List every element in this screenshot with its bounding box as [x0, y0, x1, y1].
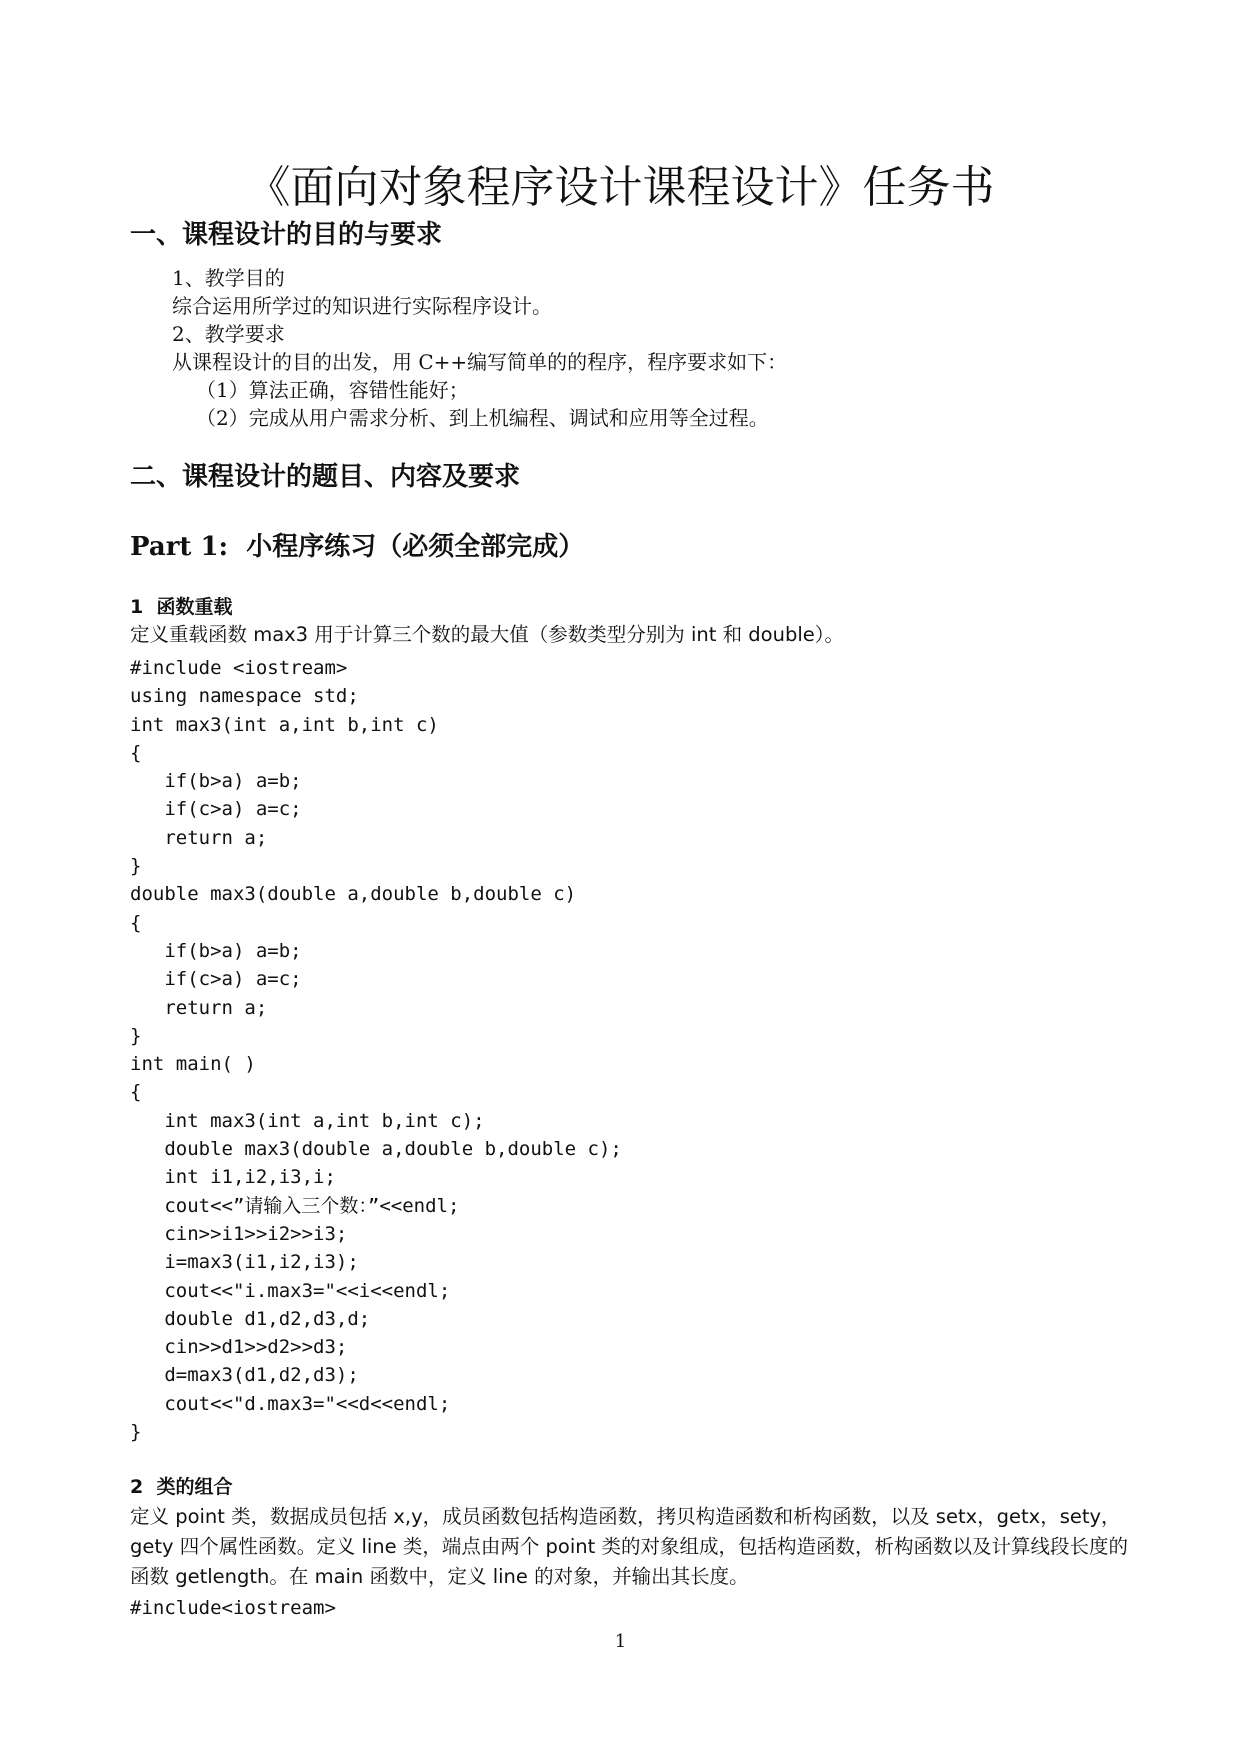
code-line: return a; — [130, 826, 268, 849]
code-line: #include<iostream> — [130, 1597, 336, 1619]
task1-heading: 1 函数重载 — [130, 596, 233, 618]
paragraph-teaching-goal: 综合运用所学过的知识进行实际程序设计。 — [172, 294, 552, 318]
code-line: cout<<”请输入三个数：”<<endl; — [130, 1194, 460, 1217]
paragraph-teaching-goal-label: 1、教学目的 — [172, 266, 285, 290]
section-heading-topics: 二、课程设计的题目、内容及要求 — [130, 462, 521, 492]
code-line: cout<<"d.max3="<<d<<endl; — [130, 1392, 451, 1415]
code-line: double d1,d2,d3,d; — [130, 1307, 371, 1330]
code-line: if(b>a) a=b; — [130, 939, 302, 962]
code-line: int max3(int a,int b,int c); — [130, 1109, 485, 1132]
code-line: if(b>a) a=b; — [130, 770, 302, 793]
code-line: cin>>d1>>d2>>d3; — [130, 1336, 348, 1359]
code-line: double max3(double a,double b,double c); — [130, 1138, 622, 1161]
section-heading-purpose: 一、课程设计的目的与要求 — [130, 220, 443, 250]
task2-heading: 2 类的组合 — [130, 1476, 233, 1498]
paragraph-teaching-req-label: 2、教学要求 — [172, 322, 285, 346]
code-line: i=max3(i1,i2,i3); — [130, 1251, 359, 1274]
page-number: 1 — [614, 1631, 627, 1652]
code-line: d=max3(d1,d2,d3); — [130, 1364, 359, 1387]
code-line: int i1,i2,i3,i; — [130, 1166, 336, 1189]
code-line: return a; — [130, 996, 268, 1019]
code-line: } — [130, 1421, 142, 1444]
code-line: double max3(double a,double b,double c) — [130, 883, 577, 906]
task1-description: 定义重载函数 max3 用于计算三个数的最大值（参数类型分别为 int 和 double）。 — [130, 623, 845, 646]
code-line: cout<<"i.max3="<<i<<endl; — [130, 1279, 451, 1302]
code-line: cin>>i1>>i2>>i3; — [130, 1222, 348, 1245]
code-block-max3 — [130, 654, 622, 1446]
requirement-item-2: （2）完成从用户需求分析、到上机编程、调试和应用等全过程。 — [196, 406, 769, 430]
code-line: using namespace std; — [130, 685, 359, 708]
code-line: #include <iostream> — [130, 657, 348, 679]
task2-description: 定义 point 类，数据成员包括 x,y，成员函数包括构造函数，拷贝构造函数和析构函数，以及 setx，getx，sety，gety 四个属性函数。定义 line 类，端点由两个 point 类的对象组成，包括构造函数，析构函数以及计算线段长度的函数 getlength。在 main 函数中，定义 line 的对象，并输出其长度。 — [130, 1505, 1128, 1588]
document-title: 《面向对象程序设计课程设计》任务书 — [246, 162, 995, 213]
code-line: { — [130, 911, 142, 934]
paragraph-teaching-req: 从课程设计的目的出发，用 C++编写简单的的程序，程序要求如下： — [172, 350, 788, 374]
code-line: if(c>a) a=c; — [130, 798, 302, 821]
requirement-item-1: （1）算法正确，容错性能好； — [196, 378, 469, 402]
part1-heading: Part 1: 小程序练习（必须全部完成） — [130, 532, 585, 562]
code-line: { — [130, 741, 142, 764]
code-line: if(c>a) a=c; — [130, 968, 302, 991]
code-line: } — [130, 1024, 142, 1047]
code-line: int max3(int a,int b,int c) — [130, 713, 439, 736]
code-line: } — [130, 855, 142, 878]
code-line: int main( ) — [130, 1053, 256, 1076]
code-block-point-line — [130, 1594, 336, 1622]
code-line: { — [130, 1081, 142, 1104]
